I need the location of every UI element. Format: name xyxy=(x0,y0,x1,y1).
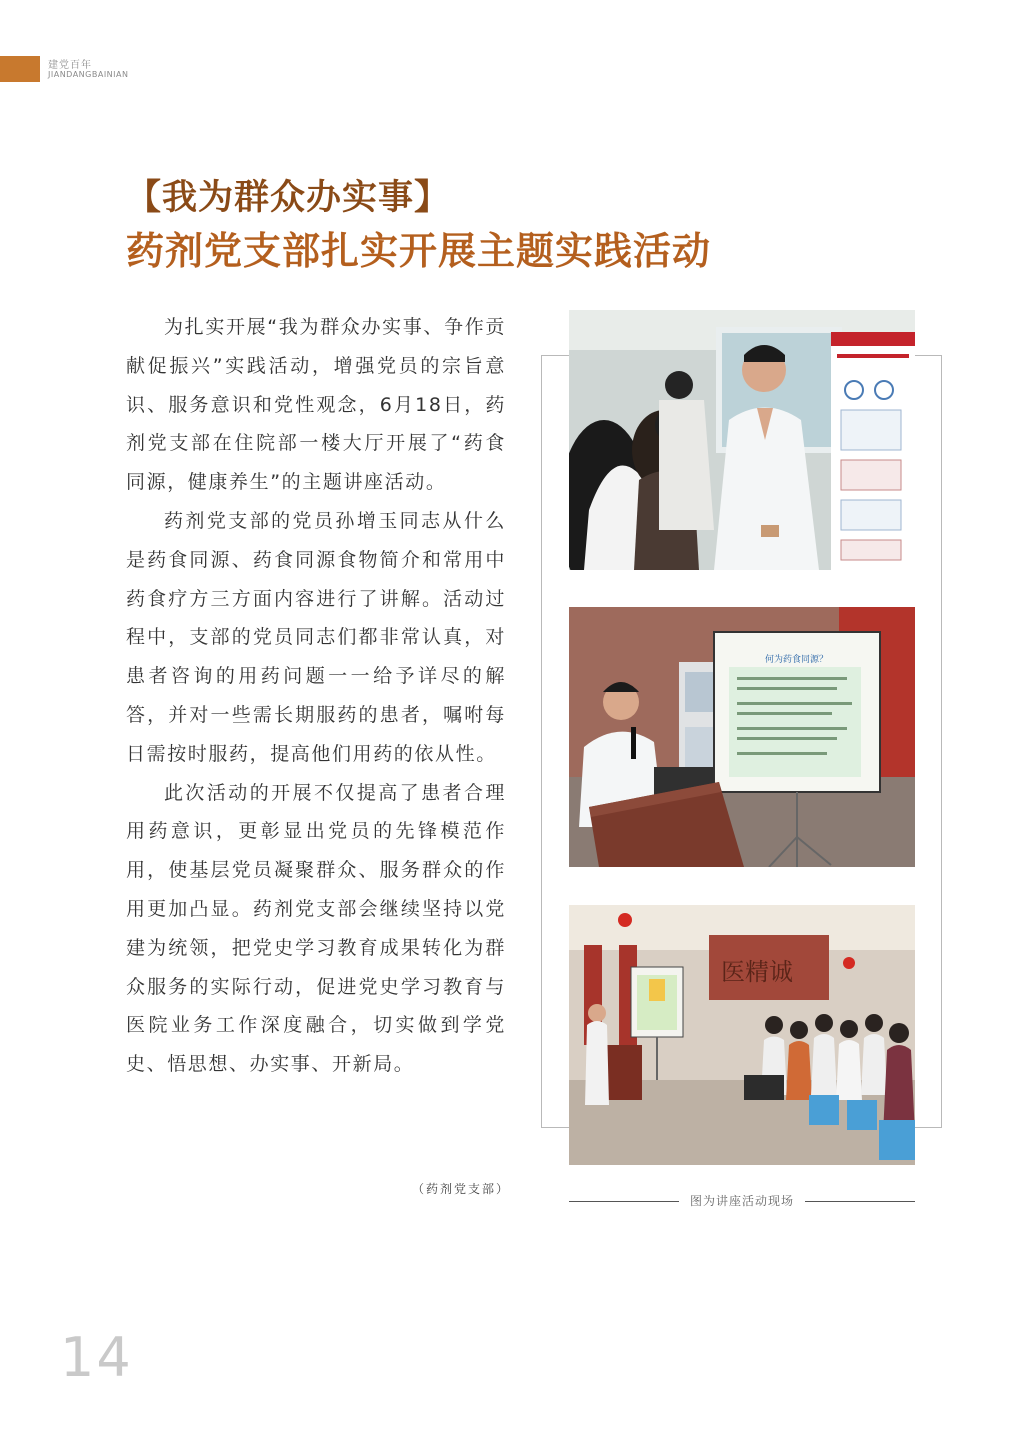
article-main-title: 药剂党支部扎实开展主题实践活动 xyxy=(126,228,712,273)
article-kicker-title: 【我为群众办实事】 xyxy=(126,177,451,218)
article-paragraph: 此次活动的开展不仅提高了患者合理用药意识，更彰显出党员的先锋模范作用，使基层党员凝聚群众、服务群众的作用更加凸显。药剂党支部会继续坚持以党建为统领，把党史学习教育成果转化为群众服务的实际行动，促进党史学习教育与医院业务工作深度融合，切实做到学党史、悟思想、办实事、开新局。 xyxy=(126,781,506,1076)
article-paragraph: 为扎实开展“我为群众办实事、争作贡献促振兴”实践活动，增强党员的宗旨意识、服务意识和党性观念，6月18日，药剂党支部在住院部一楼大厅开展了“药食同源，健康养生”的主题讲座活动。 xyxy=(126,316,506,494)
banner-calligraphy: 医精诚 xyxy=(721,958,793,986)
header-accent-bar xyxy=(0,56,40,82)
frame-line-right-top xyxy=(915,355,942,356)
frame-line-left xyxy=(541,355,542,1128)
frame-line-right xyxy=(941,355,942,1128)
frame-line-right-bottom xyxy=(915,1127,942,1128)
article-body xyxy=(126,308,506,1084)
article-paragraph: 药剂党支部的党员孙增玉同志从什么是药食同源、药食同源食物简介和常用中药食疗方三方面内容进行了讲解。活动过程中，支部的党员同志们都非常认真，对患者咨询的用药问题一一给予详尽的解答，并对一些需长期服药的患者，嘱咐每日需按时服药，提高他们用药的依从性。 xyxy=(126,509,506,765)
page-number: 14 xyxy=(60,1326,133,1389)
photo-lecture-speaker xyxy=(569,607,915,867)
section-label-pinyin: JIANDANGBAINIAN xyxy=(48,70,129,79)
photo-consultation xyxy=(569,310,915,570)
article-source: （药剂党支部） xyxy=(411,1182,510,1196)
section-label: 建党百年 xyxy=(48,60,92,71)
frame-line-left-bottom xyxy=(541,1127,569,1128)
frame-line-left-top xyxy=(541,355,569,356)
photo-caption xyxy=(569,1192,915,1212)
photo-lecture-audience xyxy=(569,905,915,1165)
slide-title: 何为药食同源？ xyxy=(765,655,829,665)
caption-rule-right xyxy=(805,1201,915,1202)
caption-text: 图为讲座活动现场 xyxy=(689,1194,794,1208)
